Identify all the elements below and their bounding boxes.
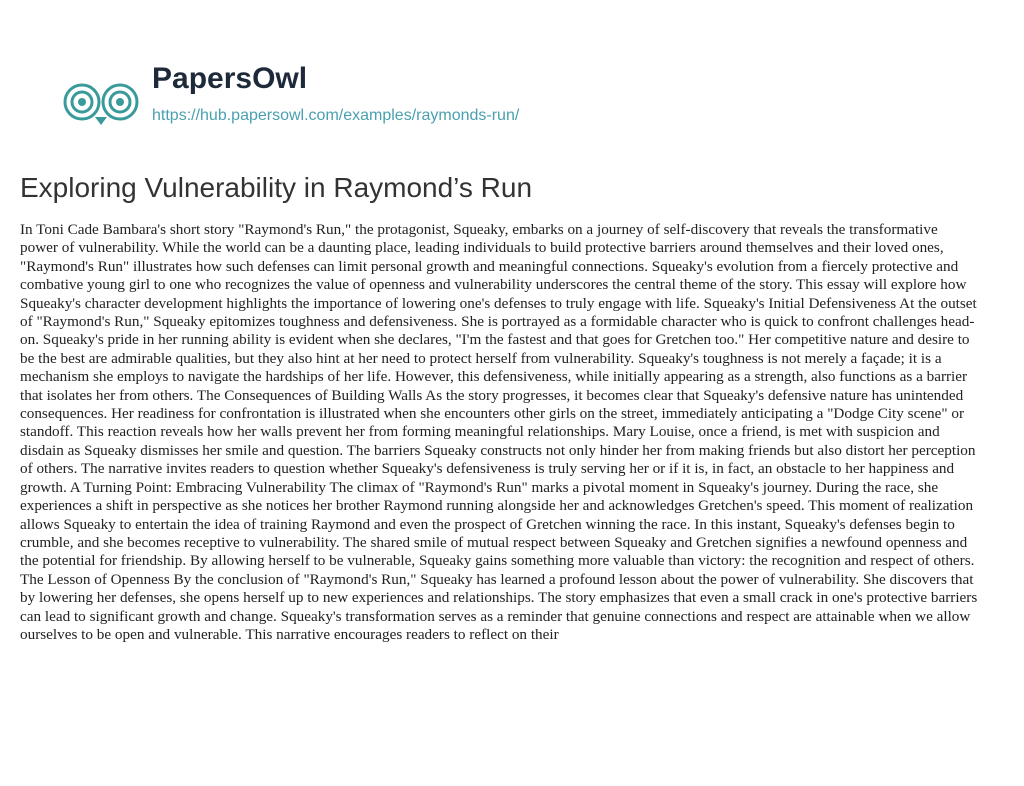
article-title: Exploring Vulnerability in Raymond’s Run bbox=[20, 172, 533, 203]
article-body: In Toni Cade Bambara's short story "Raymond's Run," the protagonist, Squeaky, embarks on a journey of self-discovery that reveals the transformative power of vulnerability. While the world can be a daunting place, leading individuals to build protective barriers around themselves and their loved ones, "Raymond's Run" illustrates how such defenses can limit personal growth and meaningful connections. Squeaky's evolution from a fiercely protective and combative young girl to one who recognizes the value of openness and vulnerability underscores the central theme of the story. This essay will explore how Squeaky's character development highlights the importance of lowering one's defenses to truly engage with life. Squeaky's Initial Defensiveness At the outset of "Raymond's Run," Squeaky epitomizes toughness and defensiveness. She is portrayed as a formidable character who is quick to confront challenges head-on. Squeaky's pride in her running ability is evident when she declares, "I'm the fastest and that goes for Gretchen too." Her competitive nature and desire to be the best are admirable qualities, but they also hint at her need to protect herself from vulnerability. Squeaky's toughness is not merely a façade; it is a mechanism she employs to navigate the hardships of her life. However, this defensiveness, while initially appearing as a strength, also functions as a barrier that isolates her from others. The Consequences of Building Walls As the story progresses, it becomes clear that Squeaky's defensive nature has unintended consequences. Her readiness for confrontation is illustrated when she encounters other girls on the street, immediately anticipating a "Dodge City scene" or standoff. This reaction reveals how her walls prevent her from forming meaningful relationships. Mary Louise, once a friend, is met with suspicion and disdain as Squeaky dismisses her smile and question. The barriers Squeaky constructs not only hinder her from making friends but also distort her perception of others. The narrative invites readers to question whether Squeaky's defensiveness is truly serving her or if it is, in fact, an obstacle to her happiness and growth. A Turning Point: Embracing Vulnerability The climax of "Raymond's Run" marks a pivotal moment in Squeaky's journey. During the race, she experiences a shift in perspective as she notices her brother Raymond running alongside her and acknowledges Gretchen's speed. This moment of realization allows Squeaky to entertain the idea of training Raymond and even the prospect of Gretchen winning the race. In this instant, Squeaky's defenses begin to crumble, and she becomes receptive to vulnerability. The shared smile of mutual respect between Squeaky and Gretchen signifies a newfound openness and the potential for friendship. By allowing herself to be vulnerable, Squeaky gains something more valuable than victory: the recognition and respect of others. The Lesson of Openness By the conclusion of "Raymond's Run," Squeaky has learned a profound lesson about the power of vulnerability. She discovers that by lowering her defenses, she opens herself up to new experiences and relationships. The story emphasizes that even a small crack in one's protective barriers can lead to significant growth and change. Squeaky's transformation serves as a reminder that genuine connections and respect are attainable when we allow ourselves to be open and vulnerable. This narrative encourages readers to reflect on their bbox=[20, 221, 978, 643]
brand-name[interactable]: PapersOwl bbox=[152, 62, 308, 95]
source-url-link[interactable]: https://hub.papersowl.com/examples/raymonds-run/ bbox=[152, 107, 520, 124]
owl-eyes-icon bbox=[62, 73, 140, 131]
